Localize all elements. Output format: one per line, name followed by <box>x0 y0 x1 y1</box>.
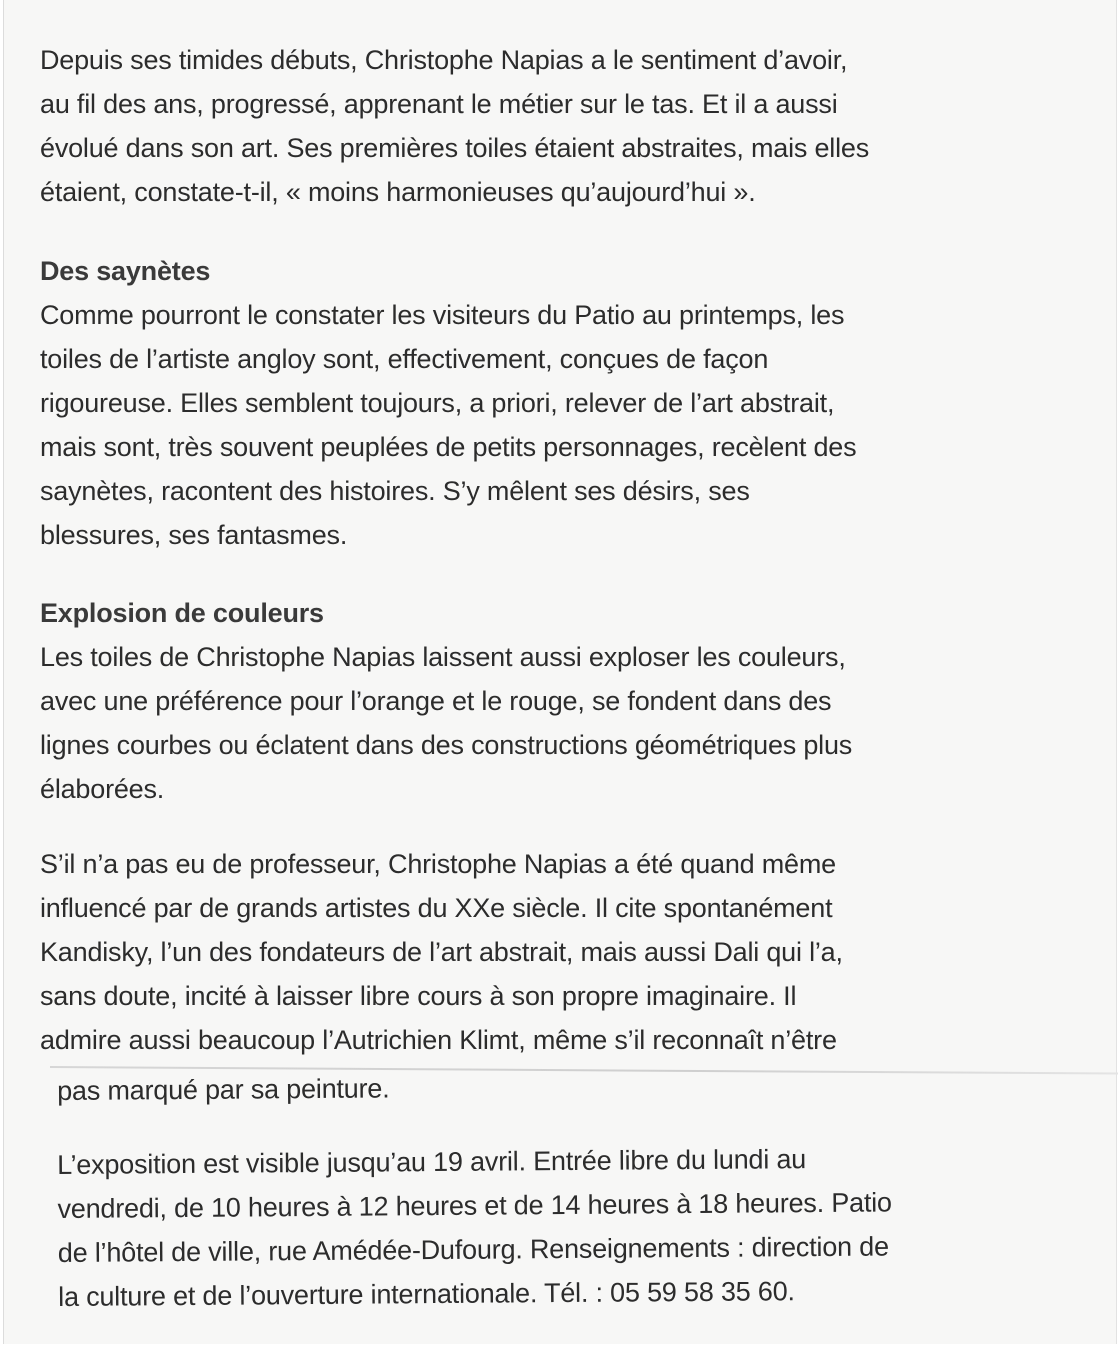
text-line: sans doute, incité à laisser libre cours à son propre imaginaire. Il <box>40 981 797 1011</box>
text-line: S’il n’a pas eu de professeur, Christophe Napias a été quand même <box>40 849 836 879</box>
text-line: saynètes, racontent des histoires. S’y mêlent ses désirs, ses <box>40 476 750 506</box>
text-line: Kandisky, l’un des fondateurs de l’art abstrait, mais aussi Dali qui l’a, <box>40 937 843 967</box>
text-line: admire aussi beaucoup l’Autrichien Klimt, même s’il reconnaît n’être <box>40 1025 837 1055</box>
text-line: blessures, ses fantasmes. <box>40 520 348 550</box>
text-line: étaient, constate-t-il, « moins harmonieuses qu’aujourd’hui ». <box>40 177 756 207</box>
section-heading: Des saynètes <box>40 256 211 286</box>
exhibition-info <box>57 1135 1068 1319</box>
text-line: lignes courbes ou éclatent dans des constructions géométriques plus <box>40 730 853 760</box>
text-line: L’exposition est visible jusqu’au 19 avril. Entrée libre du lundi au <box>57 1144 807 1180</box>
text-line: rigoureuse. Elles semblent toujours, a priori, relever de l’art abstrait, <box>40 388 835 418</box>
text-line: la culture et de l’ouverture internationale. Tél. : 05 59 58 35 60. <box>58 1276 795 1312</box>
text-line: Les toiles de Christophe Napias laissent aussi exploser les couleurs, <box>40 642 846 672</box>
text-line: vendredi, de 10 heures à 12 heures et de 14 heures à 18 heures. Patio <box>57 1187 892 1224</box>
text-line: évolué dans son art. Ses premières toiles étaient abstraites, mais elles <box>40 133 870 163</box>
intro-paragraph <box>40 38 1050 214</box>
text-line: Depuis ses timides débuts, Christophe Napias a le sentiment d’avoir, <box>40 45 848 75</box>
text-line: au fil des ans, progressé, apprenant le métier sur le tas. Et il a aussi <box>40 89 838 119</box>
section-saynetes <box>40 249 1050 557</box>
section-heading: Explosion de couleurs <box>40 598 324 628</box>
continuation-line <box>57 1061 1067 1113</box>
text-line: avec une préférence pour l’orange et le rouge, se fondent dans des <box>40 686 832 716</box>
text-line: de l’hôtel de ville, rue Amédée-Dufourg. Renseignements : direction de <box>57 1231 889 1268</box>
text-line: élaborées. <box>40 774 165 804</box>
text-line: mais sont, très souvent peuplées de petits personnages, recèlent des <box>40 432 857 462</box>
text-line: Comme pourront le constater les visiteurs du Patio au printemps, les <box>40 300 845 330</box>
influences-paragraph <box>40 842 1050 1062</box>
text-line: influencé par de grands artistes du XXe siècle. Il cite spontanément <box>40 893 833 923</box>
section-explosion-couleurs <box>40 591 1050 811</box>
text-line: toiles de l’artiste angloy sont, effectivement, conçues de façon <box>40 344 769 374</box>
text-line: pas marqué par sa peinture. <box>57 1073 390 1106</box>
